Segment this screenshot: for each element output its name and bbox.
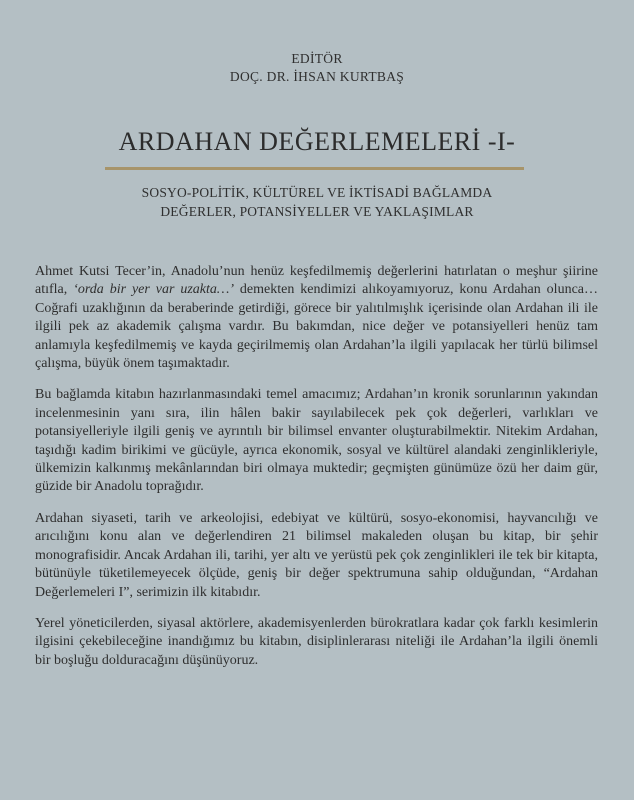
subtitle-line-2: DEĞERLER, POTANSİYELLER VE YAKLAŞIMLAR xyxy=(160,204,474,219)
book-subtitle xyxy=(0,183,634,221)
editor-block xyxy=(0,50,634,86)
paragraph-4: Yerel yöneticilerden, siyasal aktörlere, akademisyenlerden bürokratlara kadar çok farklı kesimlerin ilgisini çekebileceğine inandığımız bu kitabın, disiplinlerarası niteliği ile Ardahan’la ilgili önemli bir boşluğu dolduracağını düşünüyoruz. xyxy=(35,615,598,668)
subtitle-line-1: SOSYO-POLİTİK, KÜLTÜREL VE İKTİSADİ BAĞLAMDA xyxy=(141,185,493,200)
back-cover-text xyxy=(35,263,598,683)
poem-quote: ‘orda bir yer var uzakta…’ xyxy=(73,282,234,298)
title-divider xyxy=(105,167,524,170)
book-title: ARDAHAN DEĞERLEMELERİ -I- xyxy=(118,127,516,156)
editor-name: DOÇ. DR. İHSAN KURTBAŞ xyxy=(229,69,405,84)
paragraph-1-start: Ahmet Kutsi Tecer’in, Anadolu’nun henüz keşfedilmemiş değerlerini hatırlatan o meşhur şiirine atıfla, xyxy=(35,264,598,298)
paragraph-2: Bu bağlamda kitabın hazırlanmasındaki temel amacımız; Ardahan’ın kronik sorunlarının yakından incelenmesinin yanı sıra, ilin hâlen bakir sayılabilecek pek çok değerleri, varlıkları ve potansiyelleriyle ilgili geniş ve ayrıntılı bir bilimsel envanter oluşturabilmektir. Nitekim Ardahan, taşıdığı kadim birikimi ve gücüyle, ayrıca ekonomik, sosyal ve kültürel alandaki zenginlikleriyle, ülkemizin kalkınmış mekânlarından biri olmaya muktedir; geçmişten günümüze özü her daim gür, güzide bir Anadolu toprağıdır. xyxy=(35,387,598,495)
editor-label: EDİTÖR xyxy=(291,51,343,66)
paragraph-1 xyxy=(35,263,598,373)
paragraph-1-end: demekten kendimizi alıkoyamıyoruz, konu Ardahan olunca… Coğrafi uzaklığının da beraberinde getirdiği, görece bir yalıtılmışlık içerisinde olan Ardahan ili ile ilgili pek az akademik çalışma vardır. Bu bakımdan, nice değer ve potansiyelleri henüz tam anlamıyla keşfedilmemiş ve kayda geçirilmemiş olan Ardahan’la ilgili yapılacak her türlü bilimsel çalışma, büyük önem taşımaktadır. xyxy=(35,282,598,372)
paragraph-3: Ardahan siyaseti, tarih ve arkeolojisi, edebiyat ve kültürü, sosyo-ekonomisi, hayvancılığı ve arıcılığını konu alan ve değerlendiren 21 bilimsel makaleden oluşan bu kitap, bir şehir monografisidir. Ancak Ardahan ili, tarihi, yer altı ve yerüstü pek çok zenginlikleri ile tek bir kitapta, bütünüyle tüketilemeyecek ölçüde, geniş bir değer spektrumuna sahip olduğundan, “Ardahan Değerlemeleri I”, serimizin ilk kitabıdır. xyxy=(35,510,598,600)
